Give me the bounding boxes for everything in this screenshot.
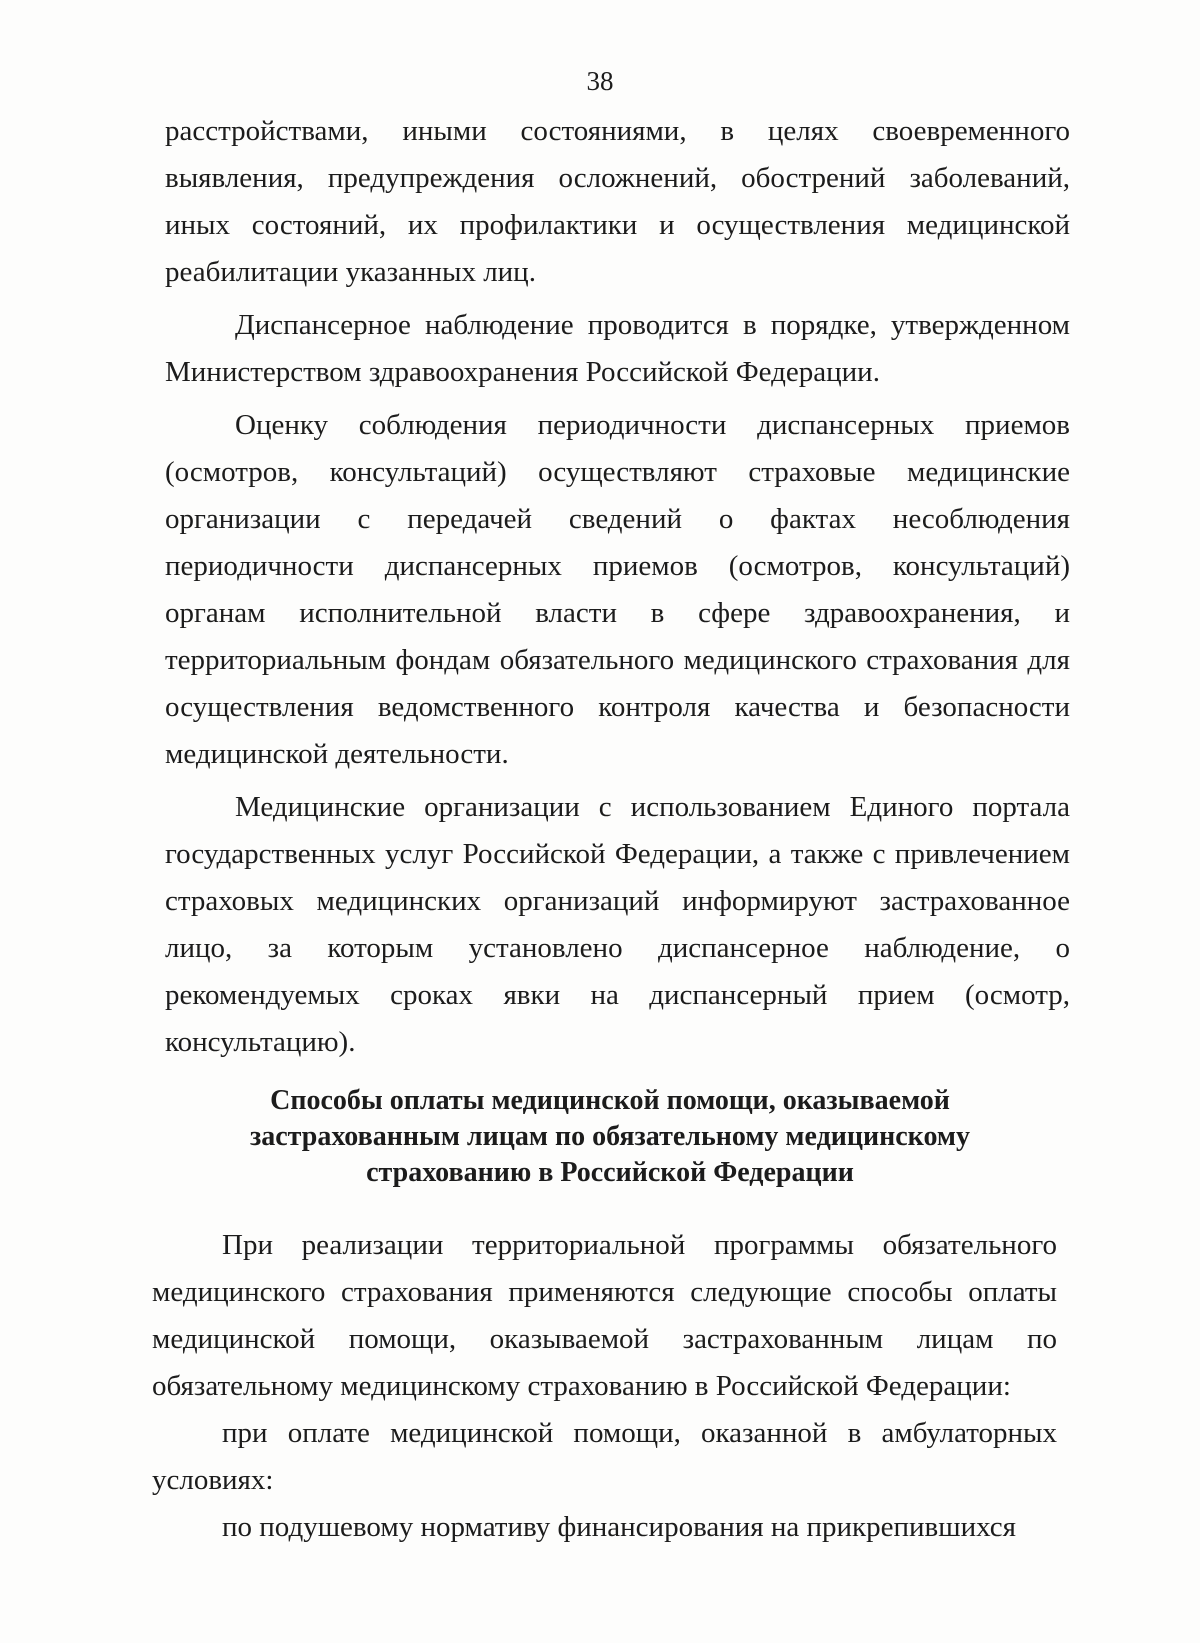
paragraph-payment-methods-intro: При реализации территориальной программы обязательного медицинского страхования применяются следующие способы оплаты медицинской помощи, оказываемой застрахованным лицам по обязательному медицинскому страхованию в Российской Федерации:: [152, 1229, 1057, 1402]
body-text-top: [165, 108, 1070, 1066]
section-heading-line-3: страхованию в Российской Федерации: [366, 1157, 854, 1188]
section-heading-line-2: застрахованным лицам по обязательному медицинскому: [250, 1121, 970, 1152]
section-heading: [200, 1083, 1020, 1191]
paragraph-informing-insured: Медицинские организации с использованием Единого портала государственных услуг Российской Федерации, а также с привлечением страховых медицинских организаций информируют застрахованное лицо, за которым установлено диспансерное наблюдение, о рекомендуемых сроках явки на диспансерный прием (осмотр, консультацию).: [165, 791, 1070, 1058]
section-heading-line-1: Способы оплаты медицинской помощи, оказываемой: [270, 1085, 950, 1116]
paragraph-dispensary-observation: Диспансерное наблюдение проводится в порядке, утвержденном Министерством здравоохранения Российской Федерации.: [165, 309, 1070, 388]
paragraph-outpatient-payment: при оплате медицинской помощи, оказанной в амбулаторных условиях:: [152, 1417, 1057, 1496]
body-text-bottom: [152, 1222, 1057, 1551]
paragraph-periodicity-assessment: Оценку соблюдения периодичности диспансерных приемов (осмотров, консультаций) осуществляют страховые медицинские организации с передачей сведений о фактах несоблюдения периодичности диспансерных приемов (осмотров, консультаций) органам исполнительной власти в сфере здравоохранения, и территориальным фондам обязательного медицинского страхования для осуществления ведомственного контроля качества и безопасности медицинской деятельности.: [165, 409, 1070, 770]
paragraph-continuation: расстройствами, иными состояниями, в целях своевременного выявления, предупреждения осложнений, обострений заболеваний, иных состояний, их профилактики и осуществления медицинской реабилитации указанных лиц.: [165, 115, 1070, 288]
paragraph-per-capita-standard: по подушевому нормативу финансирования на прикрепившихся: [222, 1511, 1016, 1543]
page-number: 38: [586, 66, 614, 96]
